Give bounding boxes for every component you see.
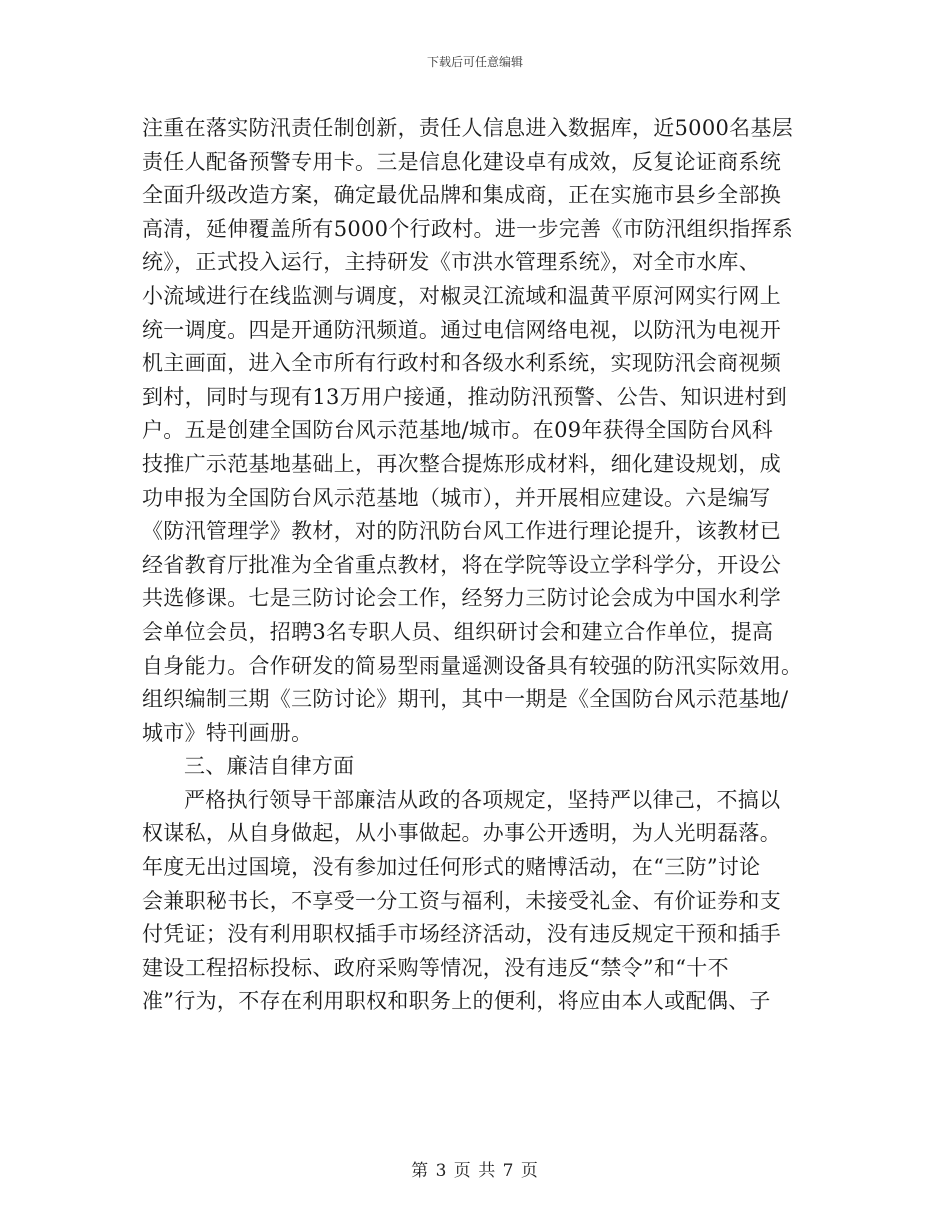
body-line: 技推广示范基地基础上，再次整合提炼形成材料，细化建设规划，成 xyxy=(142,451,781,476)
body-line: 小流域进行在线监测与调度，对椒灵江流域和温黄平原河网实行网上 xyxy=(142,283,781,308)
body-line: 三、廉洁自律方面 xyxy=(184,754,355,779)
body-line: 自身能力。合作研发的简易型雨量遥测设备具有较强的防汛实际效用。 xyxy=(142,653,803,678)
body-line: 建设工程招标投标、政府采购等情况，没有违反“禁令”和“十不 xyxy=(142,955,729,980)
body-line: 统》，正式投入运行，主持研发《市洪水管理系统》，对全市水库、 xyxy=(142,250,760,275)
body-line: 会单位会员，招聘3名专职人员、组织研讨会和建立合作单位，提高 xyxy=(142,619,774,644)
body-line: 机主画面，进入全市所有行政村和各级水利系统，实现防汛会商视频 xyxy=(142,351,781,376)
body-line: 责任人配备预警专用卡。三是信息化建设卓有成效，反复论证商系统 xyxy=(142,149,781,174)
body-line: 城市》特刊画册。 xyxy=(142,720,313,745)
body-line: 严格执行领导干部廉洁从政的各项规定，坚持严以律己，不搞以 xyxy=(184,787,781,812)
body-line: 注重在落实防汛责任制创新，责任人信息进入数据库，近5000名基层 xyxy=(142,116,794,140)
body-line: 会兼职秘书长，不享受一分工资与福利，未接受礼金、有价证券和支 xyxy=(142,888,781,913)
body-line: 全面升级改造方案，确定最优品牌和集成商，正在实施市县乡全部换 xyxy=(142,183,781,208)
body-line: 共选修课。七是三防讨论会工作，经努力三防讨论会成为中国水利学 xyxy=(142,586,781,611)
body-line: 组织编制三期《三防讨论》期刊，其中一期是《全国防台风示范基地/ xyxy=(142,687,789,712)
body-line: 准”行为，不存在利用职权和职务上的便利，将应由本人或配偶、子 xyxy=(142,989,771,1014)
body-line: 到村，同时与现有13万用户接通，推动防汛预警、公告、知识进村到 xyxy=(142,384,788,409)
body-line: 统一调度。四是开通防汛频道。通过电信网络电视，以防汛为电视开 xyxy=(142,317,781,342)
body-line: 经省教育厅批准为全省重点教材，将在学院等设立学科学分，开设公 xyxy=(142,552,781,577)
body-line: 年度无出过国境，没有参加过任何形式的赌博活动，在“三防”讨论 xyxy=(142,855,761,880)
document-body xyxy=(142,112,810,1019)
body-line: 权谋私，从自身做起，从小事做起。办事公开透明，为人光明磊落。 xyxy=(142,821,781,846)
body-line: 高清，延伸覆盖所有5000个行政村。进一步完善《市防汛组织指挥系 xyxy=(142,216,794,241)
body-line: 功申报为全国防台风示范基地（城市），并开展相应建设。六是编写 xyxy=(142,485,771,510)
page-footer: 第 3 页 共 7 页 xyxy=(411,1161,539,1181)
body-line: 付凭证；没有利用职权插手市场经济活动，没有违反规定干预和插手 xyxy=(142,922,781,947)
body-line: 《防汛管理学》教材，对的防汛防台风工作进行理论提升，该教材已 xyxy=(142,519,781,544)
body-line: 户。五是创建全国防台风示范基地/城市。在09年获得全国防台风科 xyxy=(142,418,774,443)
header-note: 下载后可任意编辑 xyxy=(426,55,523,69)
